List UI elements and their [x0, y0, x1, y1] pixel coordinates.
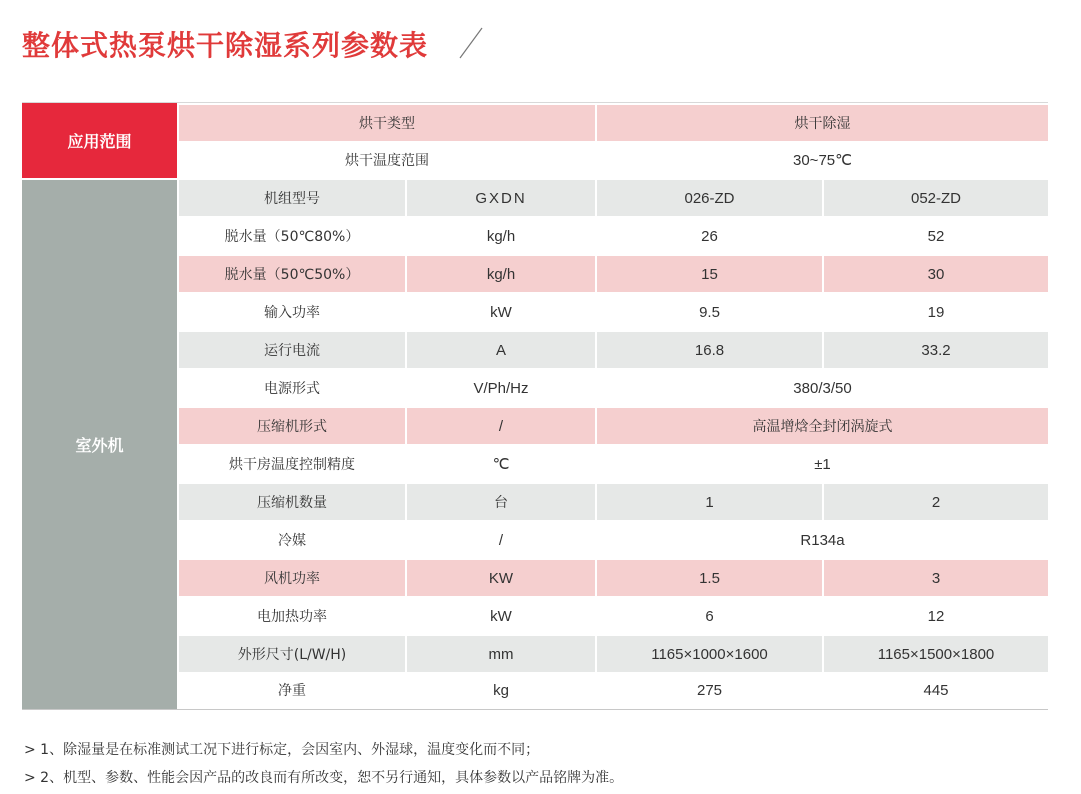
- row-value-052: 445: [824, 672, 1048, 708]
- row-value-052: 3: [824, 560, 1048, 596]
- footnote: > 1、除湿量是在标准测试工况下进行标定，会因室内、外湿球，温度变化而不同；: [24, 742, 540, 758]
- temperature-range-label: 烘干温度范围: [179, 142, 595, 178]
- row-label: 脱水量（50℃50%）: [179, 256, 405, 292]
- row-label: 脱水量（50℃80%）: [179, 218, 405, 254]
- temperature-range-value: 30~75℃: [597, 142, 1048, 178]
- row-value-026: 1165×1000×1600: [597, 636, 822, 672]
- table-row: [179, 332, 1048, 368]
- row-value-026: 1.5: [597, 560, 822, 596]
- title-slash-decoration: [452, 22, 492, 62]
- row-label: 电源形式: [179, 370, 405, 406]
- row-label: 冷媒: [179, 522, 405, 558]
- footnote: > 2、机型、参数、性能会因产品的改良而有所改变，恕不另行通知，具体参数以产品铭牌为准。: [24, 770, 624, 786]
- row-unit: V/Ph/Hz: [407, 370, 595, 406]
- model-series: GXDN: [407, 180, 595, 216]
- row-label: 风机功率: [179, 560, 405, 596]
- table-bottom-border: [22, 709, 1048, 710]
- drying-type-label: 烘干类型: [179, 105, 595, 141]
- row-label: 压缩机形式: [179, 408, 405, 444]
- row-label: 压缩机数量: [179, 484, 405, 520]
- table-row: [179, 598, 1048, 634]
- model-026-zd: 026-ZD: [597, 180, 822, 216]
- row-value-052: 2: [824, 484, 1048, 520]
- table-row: [179, 294, 1048, 330]
- row-value-052: 12: [824, 598, 1048, 634]
- row-value-merged: 380/3/50: [597, 370, 1048, 406]
- row-unit: kg: [407, 672, 595, 708]
- row-unit: kg/h: [407, 256, 595, 292]
- row-label: 烘干房温度控制精度: [179, 446, 405, 482]
- table-row: [179, 256, 1048, 292]
- model-label: 机组型号: [179, 180, 405, 216]
- row-unit: kW: [407, 598, 595, 634]
- table-row: [179, 522, 1048, 558]
- table-row-temperature-range: [179, 142, 1048, 178]
- table-row: [179, 672, 1048, 708]
- section-outdoor-unit: 室外机: [22, 180, 177, 709]
- row-unit: A: [407, 332, 595, 368]
- row-value-026: 15: [597, 256, 822, 292]
- row-value-052: 30: [824, 256, 1048, 292]
- row-label: 外形尺寸(L/W/H): [179, 636, 405, 672]
- row-unit: kg/h: [407, 218, 595, 254]
- row-unit: mm: [407, 636, 595, 672]
- row-unit: KW: [407, 560, 595, 596]
- row-value-026: 9.5: [597, 294, 822, 330]
- row-value-052: 33.2: [824, 332, 1048, 368]
- row-value-026: 16.8: [597, 332, 822, 368]
- table-row: [179, 446, 1048, 482]
- row-value-026: 1: [597, 484, 822, 520]
- row-label: 运行电流: [179, 332, 405, 368]
- row-value-merged: R134a: [597, 522, 1048, 558]
- row-value-merged: ±1: [597, 446, 1048, 482]
- row-label: 电加热功率: [179, 598, 405, 634]
- row-value-052: 19: [824, 294, 1048, 330]
- row-value-052: 1165×1500×1800: [824, 636, 1048, 672]
- table-row: [179, 484, 1048, 520]
- row-label: 输入功率: [179, 294, 405, 330]
- row-label: 净重: [179, 672, 405, 708]
- row-unit: 台: [407, 484, 595, 520]
- row-unit: kW: [407, 294, 595, 330]
- table-row: [179, 636, 1048, 672]
- section-application: 应用范围: [22, 103, 177, 178]
- row-value-026: 6: [597, 598, 822, 634]
- row-unit: /: [407, 522, 595, 558]
- row-value-merged: 高温增焓全封闭涡旋式: [597, 408, 1048, 444]
- table-row-drying-type: [179, 105, 1048, 141]
- row-value-026: 275: [597, 672, 822, 708]
- row-value-052: 52: [824, 218, 1048, 254]
- table-row-model: [179, 180, 1048, 216]
- drying-type-value: 烘干除湿: [597, 105, 1048, 141]
- page-title: 整体式热泵烘干除湿系列参数表: [22, 29, 429, 62]
- table-row: [179, 370, 1048, 406]
- table-row: [179, 408, 1048, 444]
- table-row: [179, 560, 1048, 596]
- model-052-zd: 052-ZD: [824, 180, 1048, 216]
- row-unit: ℃: [407, 446, 595, 482]
- row-unit: /: [407, 408, 595, 444]
- row-value-026: 26: [597, 218, 822, 254]
- footnotes: [24, 736, 623, 792]
- table-row: [179, 218, 1048, 254]
